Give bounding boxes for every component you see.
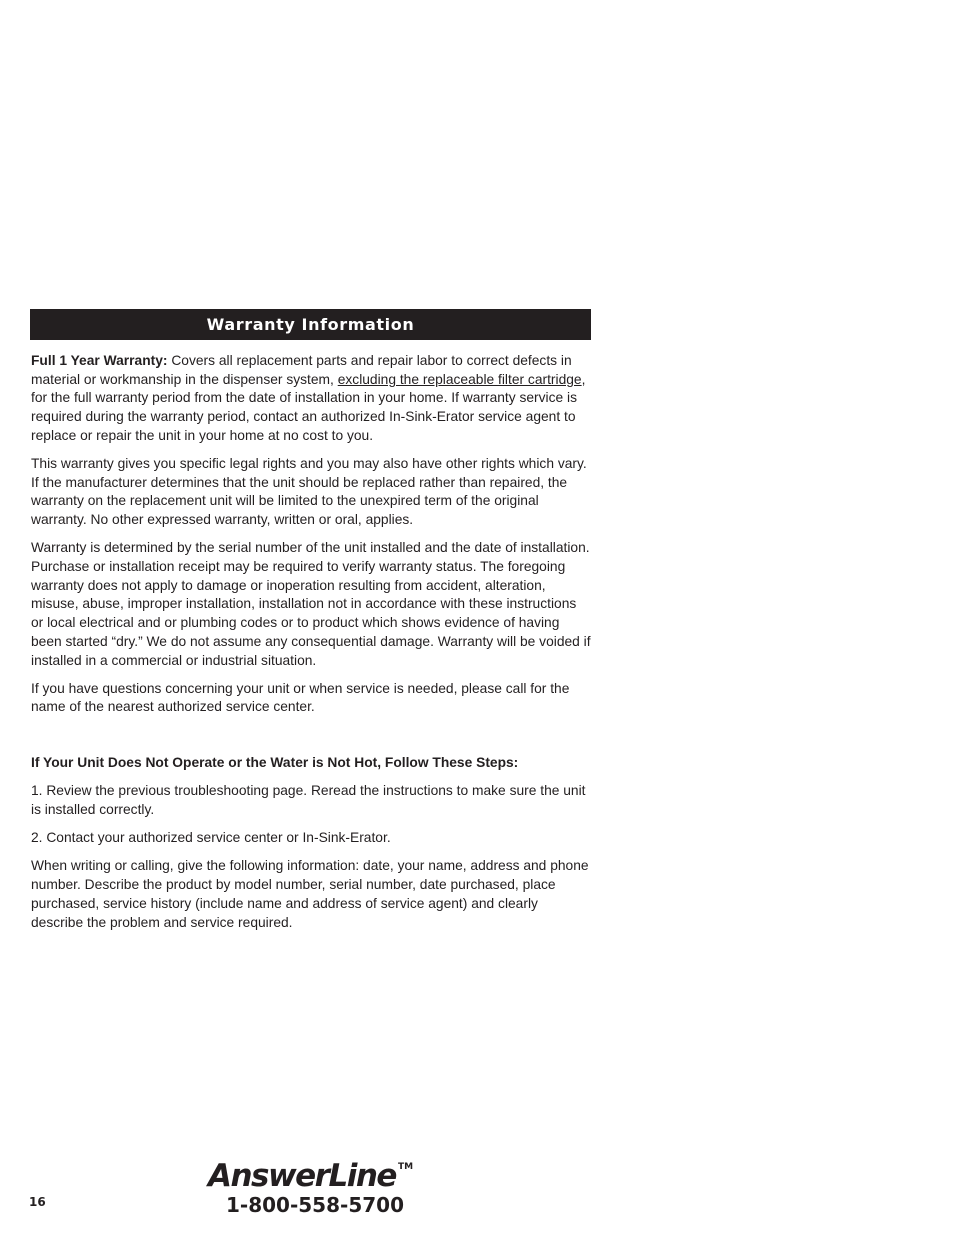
warranty-exclusion: excluding the replaceable filter cartridge xyxy=(337,371,582,387)
steps-closing: When writing or calling, give the following information: date, your name, address and phone number. Describe the product by model number, serial number, date purchased, place purchased, service history (include name and address of service agent) and clearly describe the problem and service required. xyxy=(31,858,589,930)
page-number: 16 xyxy=(29,1195,46,1209)
answerline-phone: 1-800-558-5700 xyxy=(226,1193,404,1217)
warranty-paragraph-2: This warranty gives you specific legal rights and you may also have other rights which vary. If the manufacturer determines that the unit should be replaced rather than repaired, the warranty on the replacement unit will be limited to the unexpired term of the original warranty. No other expressed warranty, written or oral, applies. xyxy=(31,456,587,528)
answerline-wordmark-text: AnswerLine xyxy=(208,1158,396,1194)
warranty-paragraph-4: If you have questions concerning your unit or when service is needed, please call for the name of the nearest authorized service center. xyxy=(31,680,570,715)
section-title: Warranty Information xyxy=(206,315,415,334)
step-1: 1. Review the previous troubleshooting page. Reread the instructions to make sure the unit is installed correctly. xyxy=(31,783,586,818)
warranty-content xyxy=(31,352,591,942)
warranty-paragraph-1 xyxy=(31,352,591,446)
trademark-symbol: TM xyxy=(397,1162,414,1172)
section-header-bar xyxy=(30,309,591,340)
steps-heading: If Your Unit Does Not Operate or the Water is Not Hot, Follow These Steps: xyxy=(31,755,519,771)
warranty-lead-text-2: , for the full warranty period from the date of installation in your home. If warranty service is required during the warranty period, contact an authorized In-Sink-Erator service agent to replace or repair the unit in your home at no cost to you. xyxy=(31,371,586,443)
warranty-lead-label: Full 1 Year Warranty: xyxy=(31,353,168,368)
warranty-lead-text-1: Covers all replacement parts and repair labor to correct defects in material or workmanship in the dispenser system, xyxy=(31,353,572,387)
answerline-wordmark xyxy=(208,1149,418,1194)
answerline-logo xyxy=(208,1149,418,1216)
step-2: 2. Contact your authorized service center or In-Sink-Erator. xyxy=(31,830,391,846)
warranty-paragraph-3: Warranty is determined by the serial number of the unit installed and the date of installation. Purchase or installation receipt may be required to verify warranty status. The foregoing warranty does not apply to damage or inoperation resulting from accident, alteration, misuse, abuse, improper installation, installation not in accordance with these instructions or local electrical and or plumbing codes or to product which shows evidence of having been started “dry.” We do not assume any consequential damage. Warranty will be voided if installed in a commercial or industrial situation. xyxy=(31,540,591,668)
